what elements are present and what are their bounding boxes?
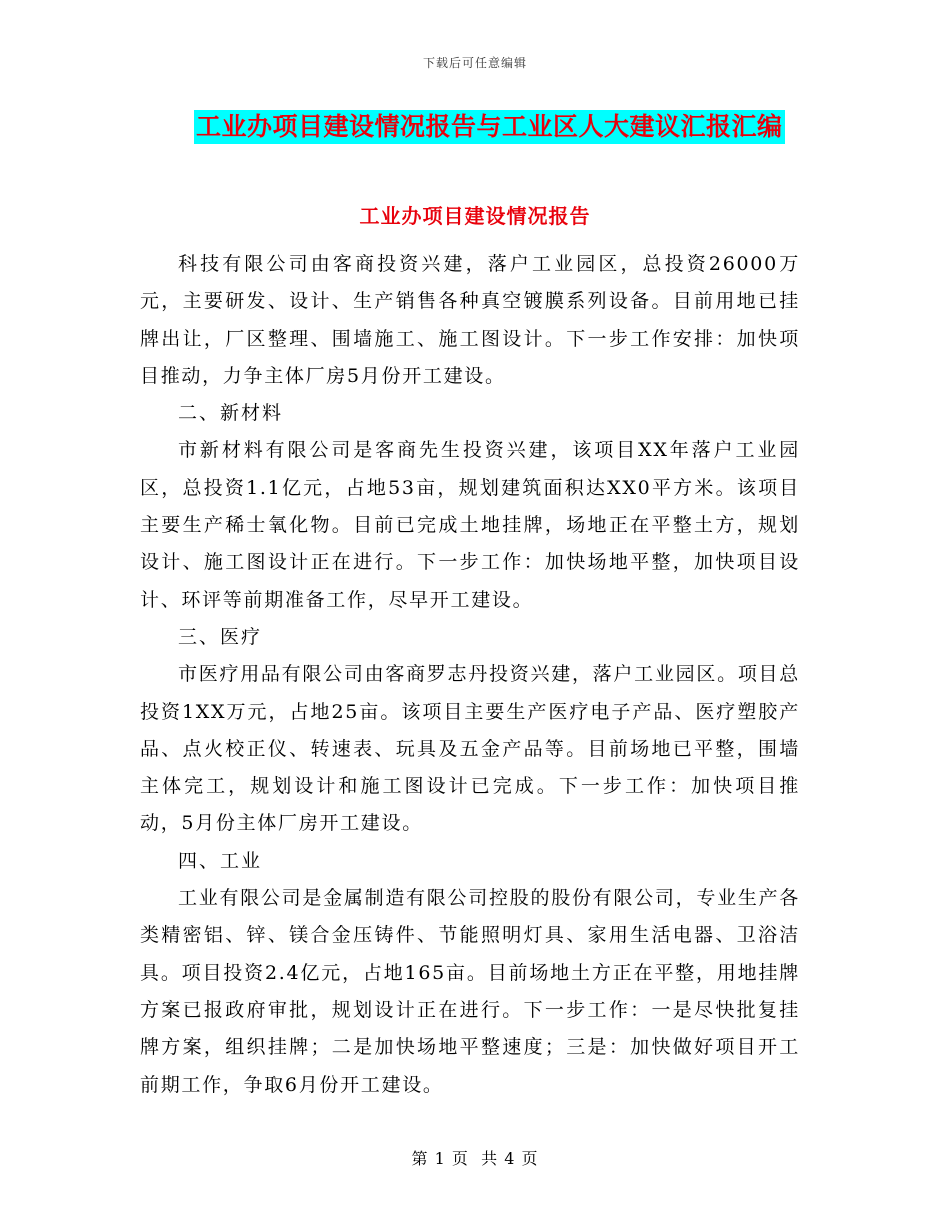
heading-medical: 三、医疗 — [178, 625, 263, 648]
paragraph-tech-company: 科技有限公司由客商投资兴建，落户工业园区，总投资26000万元，主要研发、设计、生产销售各种真空镀膜系列设备。目前用地已挂牌出让，厂区整理、围墙施工、施工图设计。下一步工作安排：加快项目推动，力争主体厂房5月份开工建设。 — [140, 253, 800, 387]
footer-prefix: 第 — [411, 1149, 429, 1168]
paragraph-industry: 工业有限公司是金属制造有限公司控股的股份有限公司，专业生产各类精密铝、锌、镁合金压铸件、节能照明灯具、家用生活电器、卫浴洁具。项目投资2.4亿元，占地165亩。目前场地土方正在平整，用地挂牌方案已报政府审批，规划设计正在进行。下一步工作：一是尽快批复挂牌方案，组织挂牌；二是加快场地平整速度；三是：加快做好项目开工前期工作，争取6月份开工建设。 — [140, 887, 800, 1096]
document-title: 工业办项目建设情况报告与工业区人大建议汇报汇编 — [194, 110, 785, 144]
heading-industry: 四、工业 — [178, 849, 263, 872]
document-body — [140, 246, 800, 1104]
footer-total-pages: 4 — [504, 1149, 516, 1168]
paragraph-medical: 市医疗用品有限公司由客商罗志丹投资兴建，落户工业园区。项目总投资1XX万元，占地25亩。该项目主要生产医疗电子产品、医疗塑胶产品、点火校正仪、转速表、玩具及五金产品等。目前场地已平整，围墙主体完工，规划设计和施工图设计已完成。下一步工作：加快项目推动，5月份主体厂房开工建设。 — [140, 663, 800, 835]
footer-current-page: 1 — [434, 1149, 446, 1168]
footer-suffix: 页 — [521, 1149, 539, 1168]
heading-new-materials: 二、新材料 — [178, 402, 284, 425]
paragraph-new-materials: 市新材料有限公司是客商先生投资兴建，该项目XX年落户工业园区，总投资1.1亿元，占地53亩，规划建筑面积达XX0平方米。该项目主要生产稀士氧化物。目前已完成土地挂牌，场地正在平整土方，规划设计、施工图设计正在进行。下一步工作：加快场地平整，加快项目设计、环评等前期准备工作，尽早开工建设。 — [140, 439, 800, 611]
header-note: 下载后可任意编辑 — [422, 56, 527, 70]
footer-mid: 页 共 — [451, 1149, 499, 1168]
page-number-footer — [0, 1146, 950, 1169]
section-title: 工业办项目建设情况报告 — [359, 204, 591, 228]
